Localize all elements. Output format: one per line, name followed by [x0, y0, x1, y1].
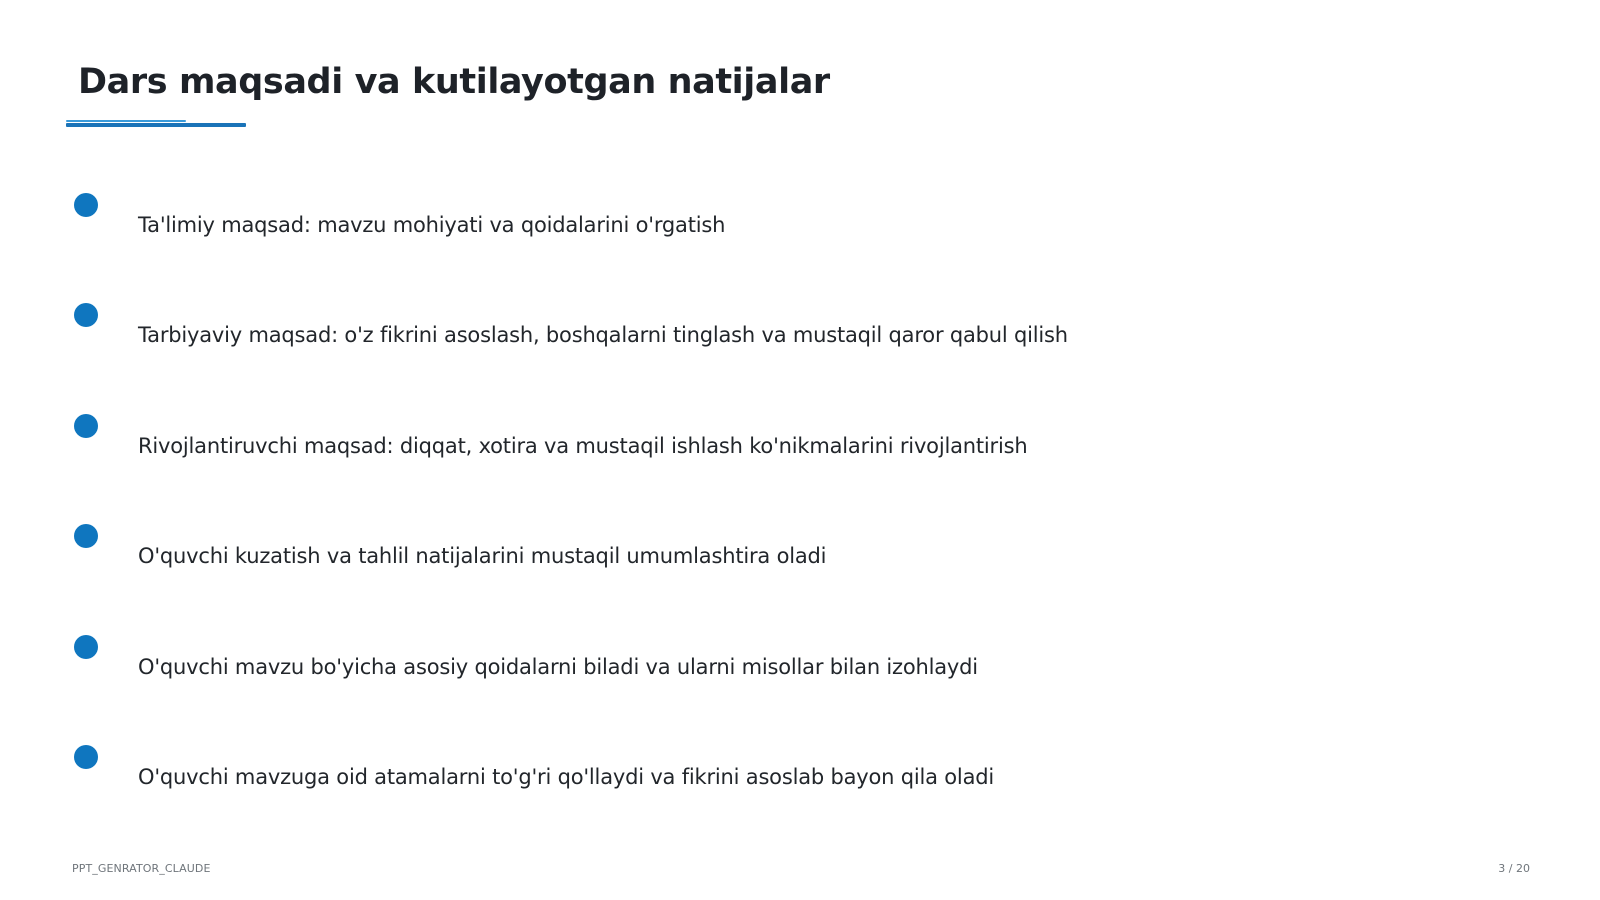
bullet-text: O'quvchi mavzuga oid atamalarni to'g'ri qo'llaydi va fikrini asoslab bayon qila oladi — [138, 765, 994, 789]
bullet-text: O'quvchi kuzatish va tahlil natijalarini mustaqil umumlashtira oladi — [138, 544, 827, 568]
bullet-dot-icon — [74, 524, 98, 548]
bullet-text: Tarbiyaviy maqsad: o'z fikrini asoslash, boshqalarni tinglash va mustaqil qaror qabul qilish — [138, 323, 1068, 347]
bullet-item — [0, 303, 1400, 363]
bullet-text: O'quvchi mavzu bo'yicha asosiy qoidalarni biladi va ularni misollar bilan izohlaydi — [138, 655, 978, 679]
bullet-dot-icon — [74, 303, 98, 327]
bullet-item — [0, 635, 1400, 695]
bullet-item — [0, 414, 1400, 474]
footer-source: PPT_GENRATOR_CLAUDE — [72, 862, 211, 875]
title-underline-thin — [66, 120, 186, 122]
bullet-item — [0, 193, 1400, 253]
bullet-dot-icon — [74, 414, 98, 438]
bullet-dot-icon — [74, 193, 98, 217]
bullet-text: Rivojlantiruvchi maqsad: diqqat, xotira va mustaqil ishlash ko'nikmalarini rivojlantirish — [138, 434, 1028, 458]
bullet-dot-icon — [74, 745, 98, 769]
bullet-text: Ta'limiy maqsad: mavzu mohiyati va qoidalarini o'rgatish — [138, 213, 726, 237]
title-underline — [66, 123, 246, 127]
bullet-item — [0, 745, 1400, 805]
page-number: 3 / 20 — [1498, 862, 1530, 875]
bullet-dot-icon — [74, 635, 98, 659]
slide-title: Dars maqsadi va kutilayotgan natijalar — [78, 62, 830, 102]
bullet-item — [0, 524, 1400, 584]
